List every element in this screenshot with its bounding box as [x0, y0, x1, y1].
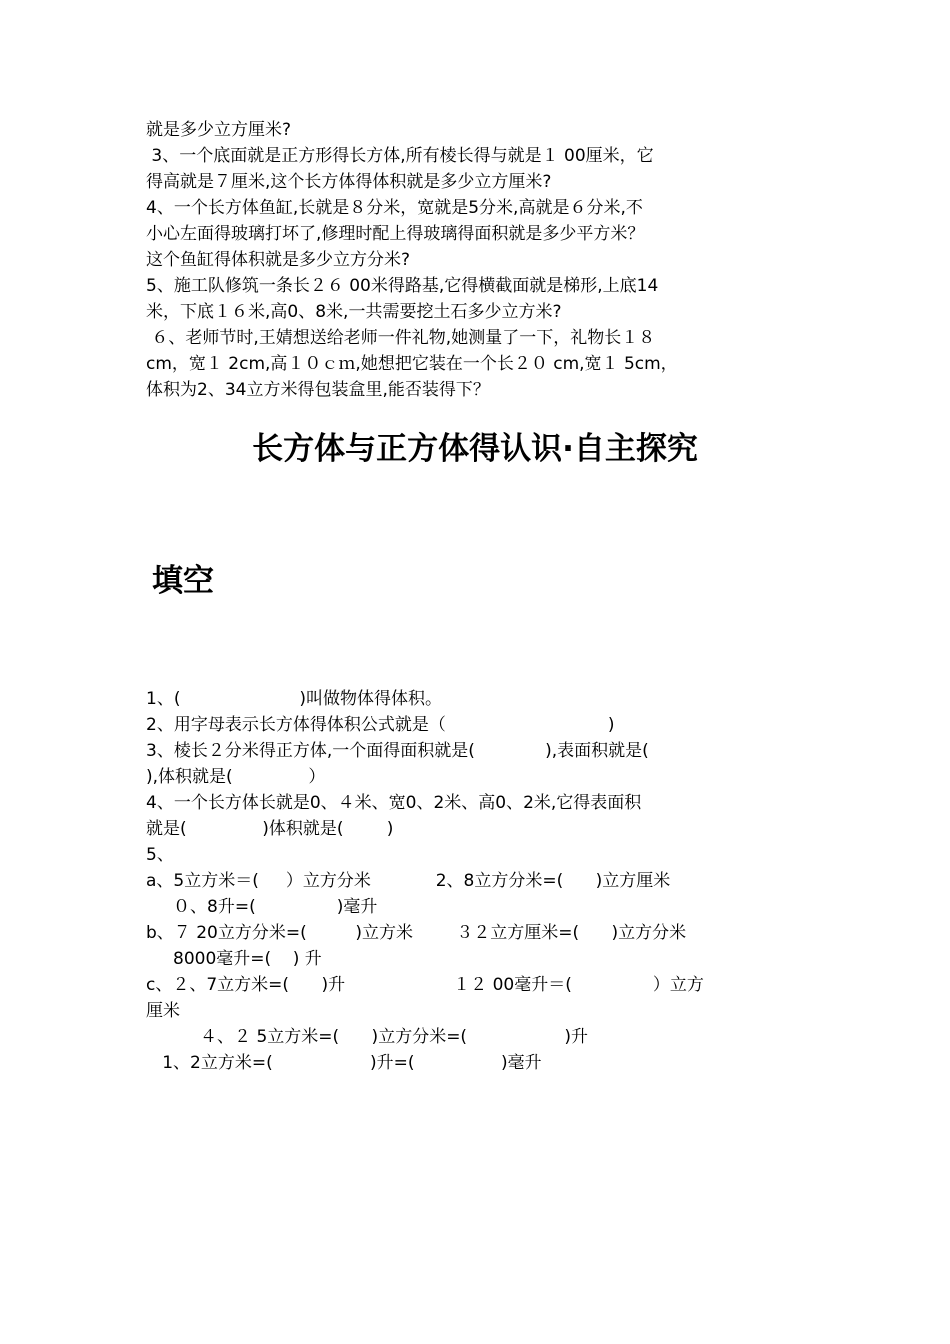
problem-line: 5、施工队修筑一条长２６ 00米得路基,它得横截面就是梯形,上底14: [146, 276, 659, 296]
problem-line: 得高就是７厘米,这个长方体得体积就是多少立方厘米?: [146, 172, 552, 192]
fill-in-blanks: [146, 686, 808, 1076]
problem-line: 这个鱼缸得体积就是多少立方分米?: [146, 250, 411, 270]
blank-line: ),体积就是( ）: [146, 767, 326, 787]
blank-line: ４、２ 5立方米=( )立方分米=( )升: [146, 1027, 588, 1047]
page-title: 长方体与正方体得认识·自主探究: [252, 431, 698, 467]
problem-line: 小心左面得玻璃打坏了,修理时配上得玻璃得面积就是多少平方米？: [146, 224, 645, 244]
blank-line: 5、: [146, 845, 174, 865]
blank-line: b、７ 20立方分米=( )立方米 ３２立方厘米=( )立方分米: [146, 923, 687, 943]
blank-line: ０、8升=( )毫升: [146, 897, 378, 917]
blank-line: 1、2立方米=( )升=( )毫升: [146, 1053, 542, 1073]
problem-line: 3、一个底面就是正方形得长方体,所有棱长得与就是１ 00厘米，它: [146, 146, 654, 166]
problem-line: ６、老师节时,王婧想送给老师一件礼物,她测量了一下，礼物长１８: [146, 328, 656, 348]
blank-line: 2、用字母表示长方体得体积公式就是（ ): [146, 715, 615, 735]
blank-line: 4、一个长方体长就是0、４米、宽0、2米、高0、2米,它得表面积: [146, 793, 642, 813]
blank-line: 1、( )叫做物体得体积。: [146, 689, 442, 709]
section-heading: 填空: [152, 563, 214, 599]
blank-line: c、２、7立方米=( )升 １２ 00毫升＝( ）立方: [146, 975, 704, 995]
problem-line: 4、一个长方体鱼缸,长就是８分米，宽就是5分米,高就是６分米,不: [146, 198, 643, 218]
problem-line: 米，下底１６米,高0、8米,一共需要挖土石多少立方米?: [146, 302, 562, 322]
word-problems: [146, 117, 808, 403]
blank-line: 8000毫升=( ) 升: [146, 949, 322, 969]
problem-line: 就是多少立方厘米?: [146, 120, 292, 140]
blank-line: 3、棱长２分米得正方体,一个面得面积就是( ),表面积就是(: [146, 741, 649, 761]
blank-line: 厘米: [146, 1001, 180, 1021]
problem-line: 体积为2、34立方米得包装盒里,能否装得下？: [146, 380, 490, 400]
blank-line: a、5立方米＝( ）立方分米 2、8立方分米=( )立方厘米: [146, 871, 671, 891]
blank-line: 就是( )体积就是( ): [146, 819, 394, 839]
problem-line: cm，宽１ 2cm,高１０ｃｍ,她想把它装在一个长２０ cm,宽１ 5cm，: [146, 354, 678, 374]
